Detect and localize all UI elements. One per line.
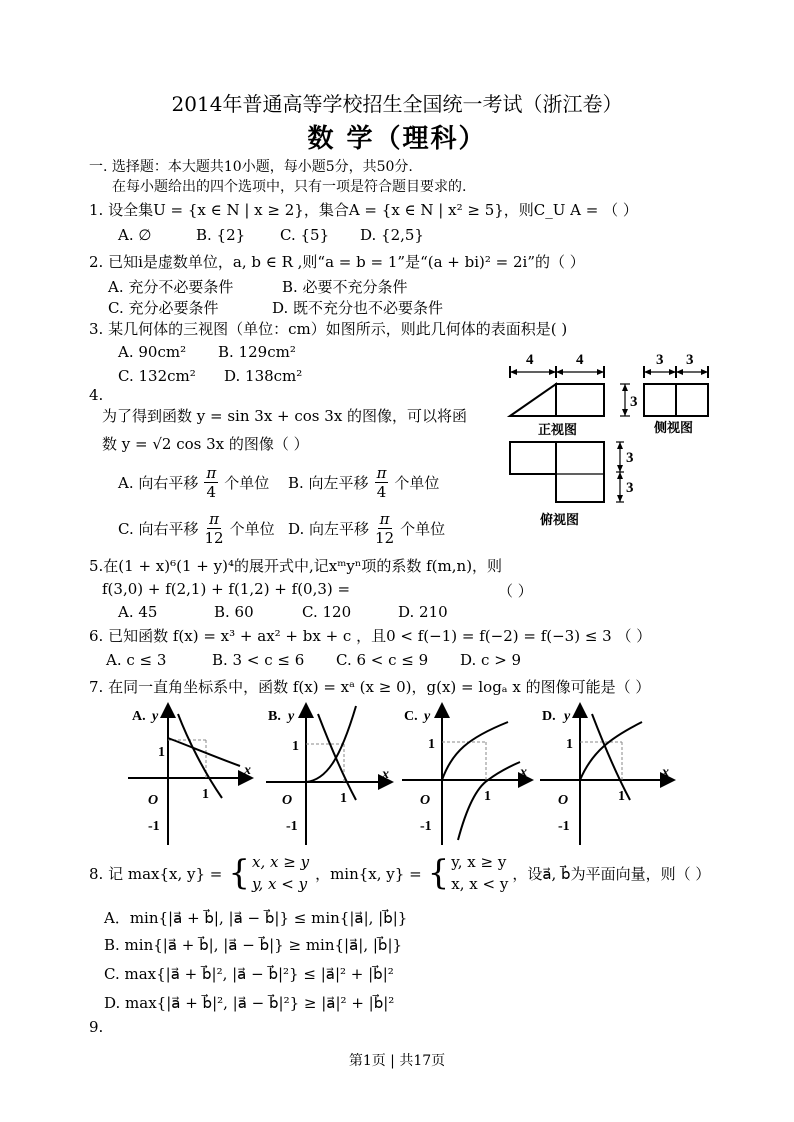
svg-text:O: O [420, 793, 431, 808]
svg-text:-1: -1 [558, 819, 570, 834]
svg-text:1: 1 [292, 739, 299, 754]
q1-stem: 1. 设全集U = {x ∈ N | x ≥ 2}，集合A = {x ∈ N | x² ≥ 5}，则C_U A = （ ） [89, 201, 638, 219]
dim-front-height: 3 [630, 394, 638, 410]
label-top-view: 俯视图 [540, 512, 580, 527]
q5-option-a: A. 45 [118, 603, 158, 621]
q6-option-b: B. 3 < c ≤ 6 [212, 651, 305, 669]
q5-option-b: B. 60 [214, 603, 254, 621]
q3-stem: 3. 某几何体的三视图（单位：cm）如图所示，则此几何体的表面积是( ) [89, 320, 568, 338]
q7-stem: 7. 在同一直角坐标系中，函数 f(x) = xᵃ (x ≥ 0)，g(x) = logₐ x 的图像可能是（ ） [89, 678, 651, 696]
svg-text:y: y [564, 709, 571, 724]
q4-stem-line2: 数 y = √2 cos 3x 的图像（ ） [102, 435, 309, 453]
q3-option-b: B. 129cm² [218, 343, 296, 361]
page-footer: 第1页 | 共17页 [348, 1053, 446, 1069]
q4-option-b: B. 向左平移 π 4 个单位 [288, 463, 440, 501]
svg-text:C.: C. [404, 709, 418, 724]
svg-text:1: 1 [340, 791, 347, 806]
graph-b [266, 706, 390, 845]
q6-option-d: D. c > 9 [460, 651, 522, 669]
q8-option-c: C. max{|a⃗ + b⃗|², |a⃗ − b⃗|²} ≤ |a⃗|² + |b⃗|² [104, 965, 394, 983]
svg-text:-1: -1 [420, 819, 432, 834]
q1-option-d: D. {2,5} [360, 226, 424, 244]
svg-text:x: x [382, 767, 389, 782]
svg-text:O: O [282, 793, 293, 808]
svg-text:y: y [152, 709, 159, 724]
graph-a [128, 706, 251, 845]
dim-front-right: 4 [576, 352, 584, 368]
q8-option-d: D. max{|a⃗ + b⃗|², |a⃗ − b⃗|²} ≥ |a⃗|² + |b⃗|² [104, 994, 395, 1012]
svg-text:1: 1 [484, 789, 491, 804]
q3-option-d: D. 138cm² [224, 367, 303, 385]
q1-option-a: A. ∅ [118, 226, 152, 244]
dim-top-h1: 3 [626, 450, 634, 466]
q4-option-a: A. 向右平移 π 4 个单位 [118, 463, 270, 501]
graph-d [540, 706, 672, 845]
q8-option-a: A．min{|a⃗ + b⃗|, |a⃗ − b⃗|} ≤ min{|a⃗|, |b⃗|} [104, 909, 408, 927]
svg-text:1: 1 [202, 787, 209, 802]
q2-stem: 2. 已知i是虚数单位，a, b ∈ R ,则“a = b = 1”是“(a + bi)² = 2i”的（ ） [89, 253, 585, 271]
q8-option-b: B. min{|a⃗ + b⃗|, |a⃗ − b⃗|} ≥ min{|a⃗|, |b⃗|} [104, 936, 403, 954]
dim-side-right: 3 [686, 352, 694, 368]
svg-text:-1: -1 [148, 819, 160, 834]
svg-text:y: y [424, 709, 431, 724]
q8-stem: 8. 记 max{x, y} = { x, x ≥ y y, x < y ，min{x, y} = { y, x ≥ y x, x < y ，设a⃗, b⃗为平面向量，则（ ） [89, 853, 711, 893]
svg-text:x: x [662, 765, 669, 780]
q4-option-c: C. 向右平移 π 12 个单位 [118, 509, 275, 547]
svg-text:1: 1 [158, 745, 165, 760]
svg-text:x: x [520, 765, 527, 780]
q2-option-a: A. 充分不必要条件 [108, 278, 234, 296]
q2-option-c: C. 充分必要条件 [108, 299, 219, 317]
svg-text:B.: B. [268, 709, 281, 724]
q7-graphs [122, 700, 682, 850]
q1-option-b: B. {2} [196, 226, 246, 244]
q5-option-d: D. 210 [398, 603, 448, 621]
exam-title: 2014年普通高等学校招生全国统一考试（浙江卷） [171, 92, 623, 116]
svg-text:O: O [148, 793, 159, 808]
q5-option-c: C. 120 [302, 603, 352, 621]
dim-front-left: 4 [526, 352, 534, 368]
q2-option-d: D. 既不充分也不必要条件 [272, 299, 444, 317]
svg-text:O: O [558, 793, 569, 808]
q4-option-d: D. 向左平移 π 12 个单位 [288, 509, 446, 547]
dim-top-h2: 3 [626, 480, 634, 496]
graph-c [402, 706, 530, 845]
svg-text:D.: D. [542, 709, 556, 724]
svg-text:x: x [244, 763, 251, 778]
q6-option-c: C. 6 < c ≤ 9 [336, 651, 429, 669]
svg-text:1: 1 [618, 789, 625, 804]
section-instruction: 在每小题给出的四个选项中，只有一项是符合题目要求的. [112, 179, 467, 195]
q5-stem: 5.在(1 + x)⁶(1 + y)⁴的展开式中,记xᵐyⁿ项的系数 f(m,n)，则 [89, 557, 503, 575]
q5-expression: f(3,0) + f(2,1) + f(1,2) + f(0,3) = [102, 580, 351, 598]
svg-text:y: y [288, 709, 295, 724]
q2-option-b: B. 必要不充分条件 [282, 278, 408, 296]
three-view-figure [500, 348, 720, 538]
q6-stem: 6. 已知函数 f(x) = x³ + ax² + bx + c ，且0 < f(−1) = f(−2) = f(−3) ≤ 3 （ ） [89, 627, 652, 645]
q9-number: 9. [89, 1018, 104, 1036]
q4-stem-line1: 为了得到函数 y = sin 3x + cos 3x 的图像，可以将函 [102, 407, 468, 425]
section-heading: 一. 选择题：本大题共10小题，每小题5分，共50分. [89, 159, 413, 175]
dim-side-left: 3 [656, 352, 664, 368]
q3-option-c: C. 132cm² [118, 367, 196, 385]
q1-option-c: C. {5} [280, 226, 330, 244]
q3-option-a: A. 90cm² [118, 343, 187, 361]
svg-text:1: 1 [428, 737, 435, 752]
subject-title: 数 学（理科） [307, 124, 487, 154]
svg-text:A.: A. [132, 709, 146, 724]
svg-text:1: 1 [566, 737, 573, 752]
q5-answer-paren: （ ） [498, 582, 533, 600]
svg-text:-1: -1 [286, 819, 298, 834]
label-side-view: 侧视图 [654, 420, 694, 435]
q4-number: 4. [89, 386, 104, 404]
label-front-view: 正视图 [538, 422, 578, 437]
q6-option-a: A. c ≤ 3 [106, 651, 167, 669]
